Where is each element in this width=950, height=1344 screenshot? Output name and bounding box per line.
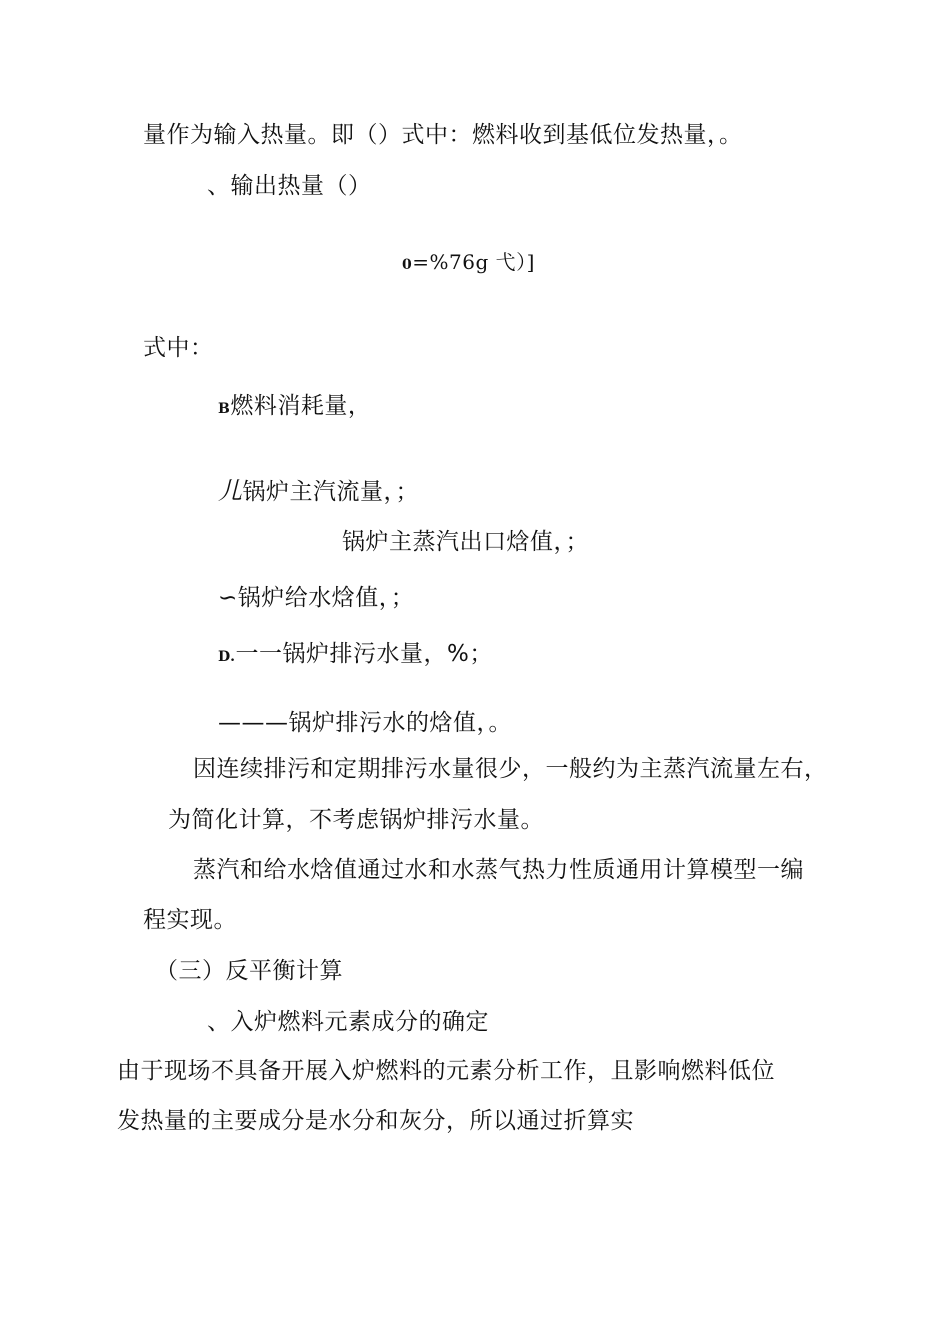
line-text: 由于现场不具备开展入炉燃料的元素分析工作，且影响燃料低位 [117,1058,775,1084]
line-text: 锅炉给水焓值，； [237,585,415,611]
subsection-heading [207,1008,489,1036]
section-heading [207,172,372,200]
line-text: 量作为输入热量。即（）式中：燃料收到基低位发热量，。 [143,122,743,148]
formula-text: =%76g 弋）] [412,250,535,274]
definition-line [342,528,589,556]
line-text: 一一锅炉排污水量，%； [235,641,493,667]
paragraph-line [193,755,828,783]
line-text: 发热量的主要成分是水分和灰分，所以通过折算实 [117,1108,634,1134]
line-text: 因连续排污和定期排污水量很少，一般约为主蒸汽流量左右， [193,756,828,782]
line-text: 燃料消耗量， [230,393,372,419]
paragraph-line [143,121,743,149]
paragraph-line [193,856,804,884]
symbol-tilde: ∽ [218,585,238,611]
definition-line [218,640,493,671]
line-text: 式中： [143,335,214,361]
paragraph-line [117,1057,775,1085]
line-text: （三）反平衡计算 [155,958,343,984]
formula [402,248,535,279]
line-text: 程实现。 [143,907,237,933]
definition-line [218,392,371,423]
paragraph-line [168,806,544,834]
section-heading [155,957,343,985]
definition-line [218,584,414,612]
formula-prefix: 0 [402,257,413,273]
line-text: 为简化计算，不考虑锅炉排污水量。 [168,807,544,833]
definition-line [218,477,419,506]
symbol-b: B [218,401,231,417]
symbol-d: D. [218,649,236,665]
where-label [143,334,214,362]
definition-line [218,709,512,737]
line-text: 锅炉主汽流量，； [242,479,419,505]
line-text: ———锅炉排污水的焓值，。 [218,710,512,736]
symbol-jl: 儿 [218,477,243,505]
line-text: 、入炉燃料元素成分的确定 [207,1009,489,1035]
line-text: 、输出热量（） [207,173,372,199]
line-text: 锅炉主蒸汽出口焓值，； [342,529,589,555]
paragraph-line [117,1107,634,1135]
paragraph-line [143,906,237,934]
line-text: 蒸汽和给水焓值通过水和水蒸气热力性质通用计算模型一编 [193,857,804,883]
